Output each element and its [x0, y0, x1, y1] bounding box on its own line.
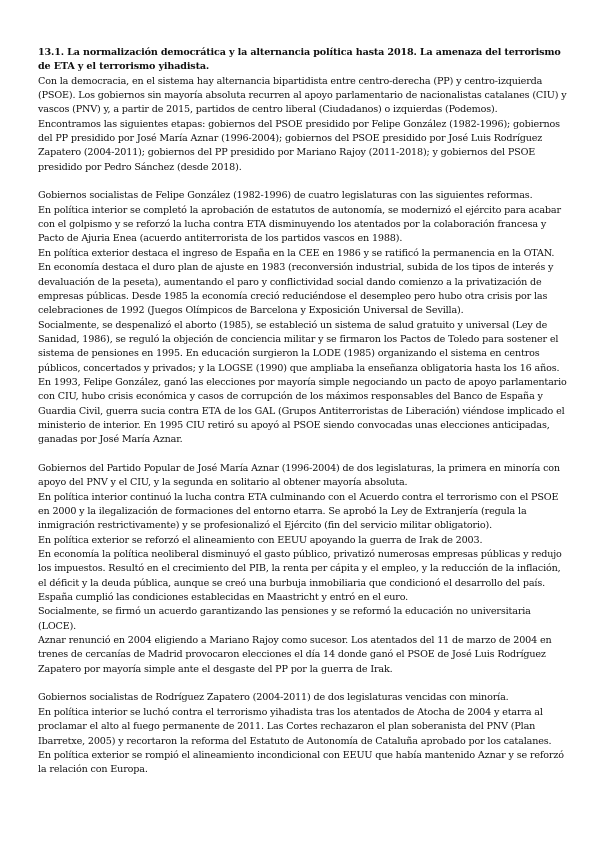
paragraph: En 1993, Felipe González, ganó las elecciones por mayoría simple negociando un pacto de apoyo parlamentario con CIU, hubo crisis económica y casos de corrupción de los máximos responsables del Banco de España y Guardia Civil, guerra sucia contra ETA de los GAL (Grupos Antiterroristas de Liberación) viéndose implicado el ministerio de interior. En 1995 CIU retiró su apoyó al PSOE siendo convocadas unas elecciones anticipadas, ganadas por José María Aznar.: [38, 376, 567, 446]
paragraph: Aznar renunció en 2004 eligiendo a Mariano Rajoy como sucesor. Los atentados del 11 de marzo de 2004 en trenes de cercanías de Madrid provocaron elecciones el día 14 donde ganó el PSOE de José Luis Rodríguez Zapatero por mayoría simple ante el desgaste del PP por la guerra de Irak.: [38, 635, 552, 675]
paragraph: En política exterior se reforzó el alineamiento con EEUU apoyando la guerra de Irak de 2003.: [38, 534, 483, 546]
section-heading: 13.1. La normalización democrática y la alternancia política hasta 2018. La amenaza del terrorismo de ETA y el terrorismo yihadista.: [38, 47, 561, 73]
zapatero-section: [38, 691, 568, 777]
paragraph: En economía la política neoliberal disminuyó el gasto público, privatizó numerosas empresas públicas y redujo los impuestos. Resultó en el crecimiento del PIB, la renta per cápita y el empleo, y la reducción de la inflación, el déficit y la deuda pública, aunque se creó una burbuja inmobiliaria que condicionó el desarrollo del país. España cumplió las condiciones establecidas en Maastricht y entró en el euro.: [38, 549, 562, 604]
paragraph: Socialmente, se firmó un acuerdo garantizando las pensiones y se reformó la educación no universitaria (LOCE).: [38, 606, 531, 632]
paragraph: Socialmente, se despenalizó el aborto (1985), se estableció un sistema de salud gratuito y universal (Ley de Sanidad, 1986), se reguló la objeción de conciencia militar y se firmaron los Pactos de Toledo para sostener el sistema de pensiones en 1995. En educación surgieron la LODE (1985) organizando el sistema en centros públicos, concertados y privados; y la LOGSE (1990) que ampliaba la enseñanza obligatoria hasta los 16 años.: [38, 319, 560, 374]
paragraph: Gobiernos del Partido Popular de José María Aznar (1996-2004) de dos legislaturas, la primera en minoría con apoyo del PNV y el CIU, y la segunda en solitario al obtener mayoría absoluta.: [38, 462, 560, 489]
paragraph: En política interior se completó la aprobación de estatutos de autonomía, se modernizó el ejército para acabar con el golpismo y se reforzó la lucha contra ETA disminuyendo los atentados por la colaboración francesa y Pacto de Ajuria Enea (acuerdo antiterrorista de los partidos vascos en 1988).: [38, 204, 561, 245]
paragraph: Gobiernos socialistas de Rodríguez Zapatero (2004-2011) de dos legislaturas vencidas con minoría.: [38, 692, 509, 704]
document-page: [38, 46, 568, 792]
paragraph: En política interior continuó la lucha contra ETA culminando con el Acuerdo contra el terrorismo con el PSOE en 2000 y la ilegalización de formaciones del entorno etarra. Se aprobó la Ley de Extranjería (regula la inmigración restrictivamente) y se profesionalizó el Ejército (fin del servicio militar obligatorio).: [38, 491, 559, 532]
paragraph: En política interior se luchó contra el terrorismo yihadista tras los atentados de Atocha de 2004 y etarra al proclamar el alto al fuego permanente de 2011. Las Cortes rechazaron el plan soberanista del PNV (Plan Ibarretxe, 2005) y recortaron la reforma del Estatuto de Autonomía de Cataluña aprobado por los catalanes.: [38, 706, 552, 747]
gonzalez-section: [38, 189, 568, 447]
paragraph: Gobiernos socialistas de Felipe González (1982-1996) de cuatro legislaturas con las siguientes reformas.: [38, 190, 533, 202]
paragraph: En política exterior se rompió el alineamiento incondicional con EEUU que había mantenido Aznar y se reforzó la relación con Europa.: [38, 749, 564, 776]
paragraph: Con la democracia, en el sistema hay alternancia bipartidista entre centro-derecha (PP) y centro-izquierda (PSOE). Los gobiernos sin mayoría absoluta recurren al apoyo parlamentario de nacionalistas catalanes (CIU) y vascos (PNV) y, a partir de 2015, partidos de centro liberal (Ciudadanos) o izquierdas (Podemos).: [38, 75, 567, 116]
paragraph: Encontramos las siguientes etapas: gobiernos del PSOE presidido por Felipe González (1982-1996); gobiernos del PP presidido por José María Aznar (1996-2004); gobiernos del PSOE presidido por José Luis Rodríguez Zapatero (2004-2011); gobiernos del PP presidido por Mariano Rajoy (2011-2018); y gobiernos del PSOE presidido por Pedro Sánchez (desde 2018).: [38, 118, 560, 173]
paragraph: En economía destaca el duro plan de ajuste en 1983 (reconversión industrial, subida de los tipos de interés y devaluación de la peseta), aumentando el paro y conflictividad social dando comienzo a la privatización de empresas públicas. Desde 1985 la economía creció reduciéndose el desempleo pero hubo otra crisis por las celebraciones de 1992 (Juegos Olímpicos de Barcelona y Exposición Universal de Sevilla).: [38, 262, 554, 317]
aznar-section: [38, 462, 568, 677]
intro-section: [38, 46, 568, 175]
paragraph: En política exterior destaca el ingreso de España en la CEE en 1986 y se ratificó la permanencia en la OTAN.: [38, 247, 555, 259]
